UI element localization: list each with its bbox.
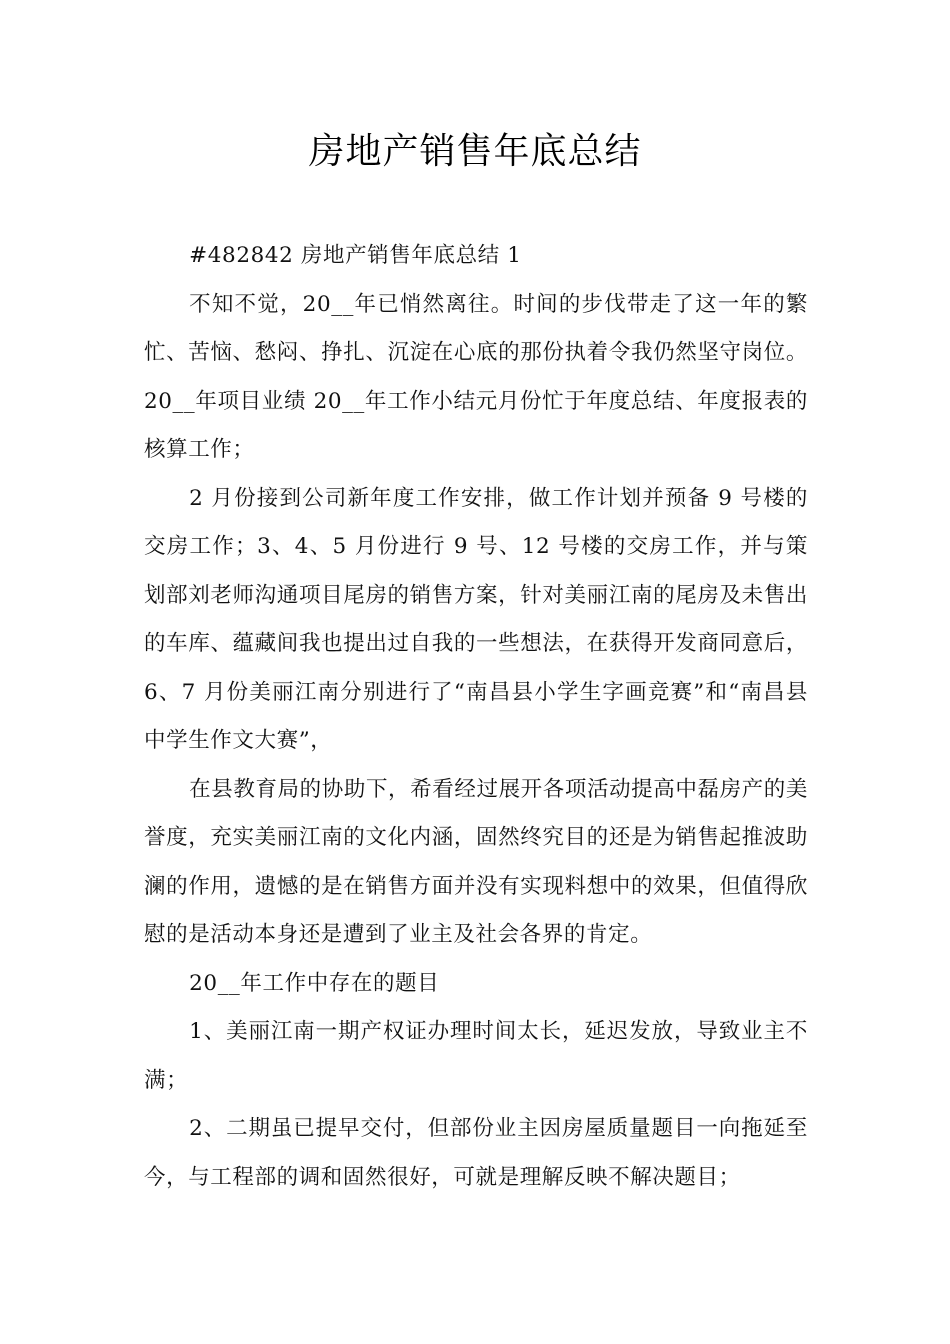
paragraph: 在县教育局的协助下，希看经过展开各项活动提高中磊房产的美誉度，充实美丽江南的文化内涵，固然终究目的还是为销售起推波助澜的作用，遗憾的是在销售方面并没有实现料想中的效果，但值得欣慰的是活动本身还是遭到了业主及社会各界的肯定。	[144, 776, 808, 947]
document-body	[144, 232, 808, 1202]
paragraph: 不知不觉，20__年已悄然离往。时间的步伐带走了这一年的繁忙、苦恼、愁闷、挣扎、沉淀在心底的那份执着令我仍然坚守岗位。20__年项目业绩 20__年工作小结元月份忙于年度总结、年度报表的核算工作；	[144, 291, 808, 462]
list-item: 2、二期虽已提早交付，但部份业主因房屋质量题目一向拖延至今，与工程部的调和固然很好，可就是理解反映不解决题目；	[144, 1116, 808, 1190]
section-heading: 20__年工作中存在的题目	[189, 970, 440, 996]
paragraph: 2 月份接到公司新年度工作安排，做工作计划并预备 9 号楼的交房工作；3、4、5 月份进行 9 号、12 号楼的交房工作，并与策划部刘老师沟通项目尾房的销售方案，针对美丽江南的尾房及未售出的车库、蕴藏间我也提出过自我的一些想法，在获得开发商同意后，6、7 月份美丽江南分别进行了“南昌县小学生字画竞赛”和“南昌县中学生作文大赛”，	[144, 485, 808, 753]
document-title: 房地产销售年底总结	[308, 131, 642, 172]
list-item: 1、美丽江南一期产权证办理时间太长，延迟发放，导致业主不满；	[144, 1019, 808, 1093]
paragraph-heading: #482842 房地产销售年底总结 1	[189, 243, 522, 268]
